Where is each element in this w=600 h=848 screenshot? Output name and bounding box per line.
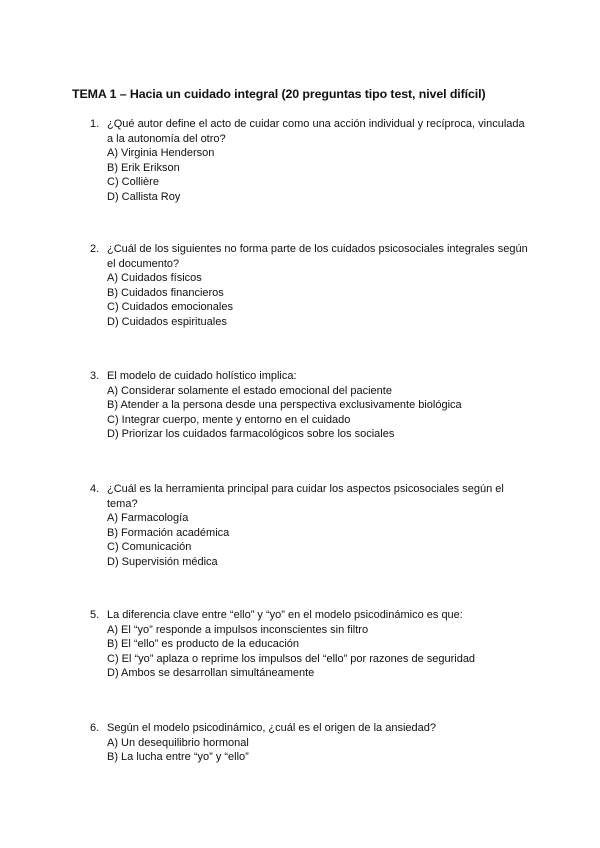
option-d: D) Supervisión médica <box>107 555 218 568</box>
question-number: 6. <box>90 722 100 734</box>
document-title: TEMA 1 – Hacia un cuidado integral (20 preguntas tipo test, nivel difícil) <box>72 87 486 101</box>
option-a: A) Un desequilibrio hormonal <box>107 736 249 749</box>
option-b: B) Formación académica <box>107 526 230 539</box>
option-a: A) Considerar solamente el estado emocional del paciente <box>107 384 392 397</box>
question-text: ¿Qué autor define el acto de cuidar como una acción individual y recíproca, vinculada a la autonomía del otro? <box>107 118 525 145</box>
option-d: D) Priorizar los cuidados farmacológicos sobre los sociales <box>107 428 395 441</box>
question-1 <box>90 117 530 205</box>
option-b: B) El “ello” es producto de la educación <box>107 638 299 651</box>
option-b: B) La lucha entre “yo” y “ello” <box>107 751 249 764</box>
question-number: 2. <box>90 243 100 255</box>
question-number: 3. <box>90 370 100 382</box>
question-text: La diferencia clave entre “ello” y “yo” en el modelo psicodinámico es que: <box>107 609 463 621</box>
question-text: ¿Cuál de los siguientes no forma parte de los cuidados psicosociales integrales según el documento? <box>107 243 528 270</box>
option-b: B) Atender a la persona desde una perspectiva exclusivamente biológica <box>107 399 462 412</box>
option-d: D) Cuidados espirituales <box>107 315 227 328</box>
question-text: Según el modelo psicodinámico, ¿cuál es el origen de la ansiedad? <box>107 722 436 734</box>
option-c: C) Comunicación <box>107 541 192 554</box>
question-number: 4. <box>90 483 100 495</box>
option-c: C) Collière <box>107 176 159 189</box>
question-number: 1. <box>90 118 100 130</box>
option-c: C) El “yo” aplaza o reprime los impulsos del “ello” por razones de seguridad <box>107 652 476 665</box>
question-6 <box>90 721 530 765</box>
option-b: B) Cuidados financieros <box>107 286 224 299</box>
question-number: 5. <box>90 609 100 621</box>
question-5 <box>90 608 530 681</box>
question-4 <box>90 482 530 570</box>
option-a: A) El “yo” responde a impulsos inconscientes sin filtro <box>107 623 369 636</box>
question-3 <box>90 369 530 442</box>
question-2 <box>90 242 530 330</box>
option-a: A) Farmacología <box>107 512 189 525</box>
option-a: A) Virginia Henderson <box>107 147 215 160</box>
option-c: C) Integrar cuerpo, mente y entorno en el cuidado <box>107 413 351 426</box>
option-a: A) Cuidados físicos <box>107 272 202 285</box>
question-text: El modelo de cuidado holístico implica: <box>107 370 297 382</box>
question-text: ¿Cuál es la herramienta principal para cuidar los aspectos psicosociales según el tema? <box>107 483 504 510</box>
option-d: D) Ambos se desarrollan simultáneamente <box>107 667 315 680</box>
option-d: D) Callista Roy <box>107 190 181 203</box>
option-b: B) Erik Erikson <box>107 161 180 174</box>
option-c: C) Cuidados emocionales <box>107 301 233 314</box>
